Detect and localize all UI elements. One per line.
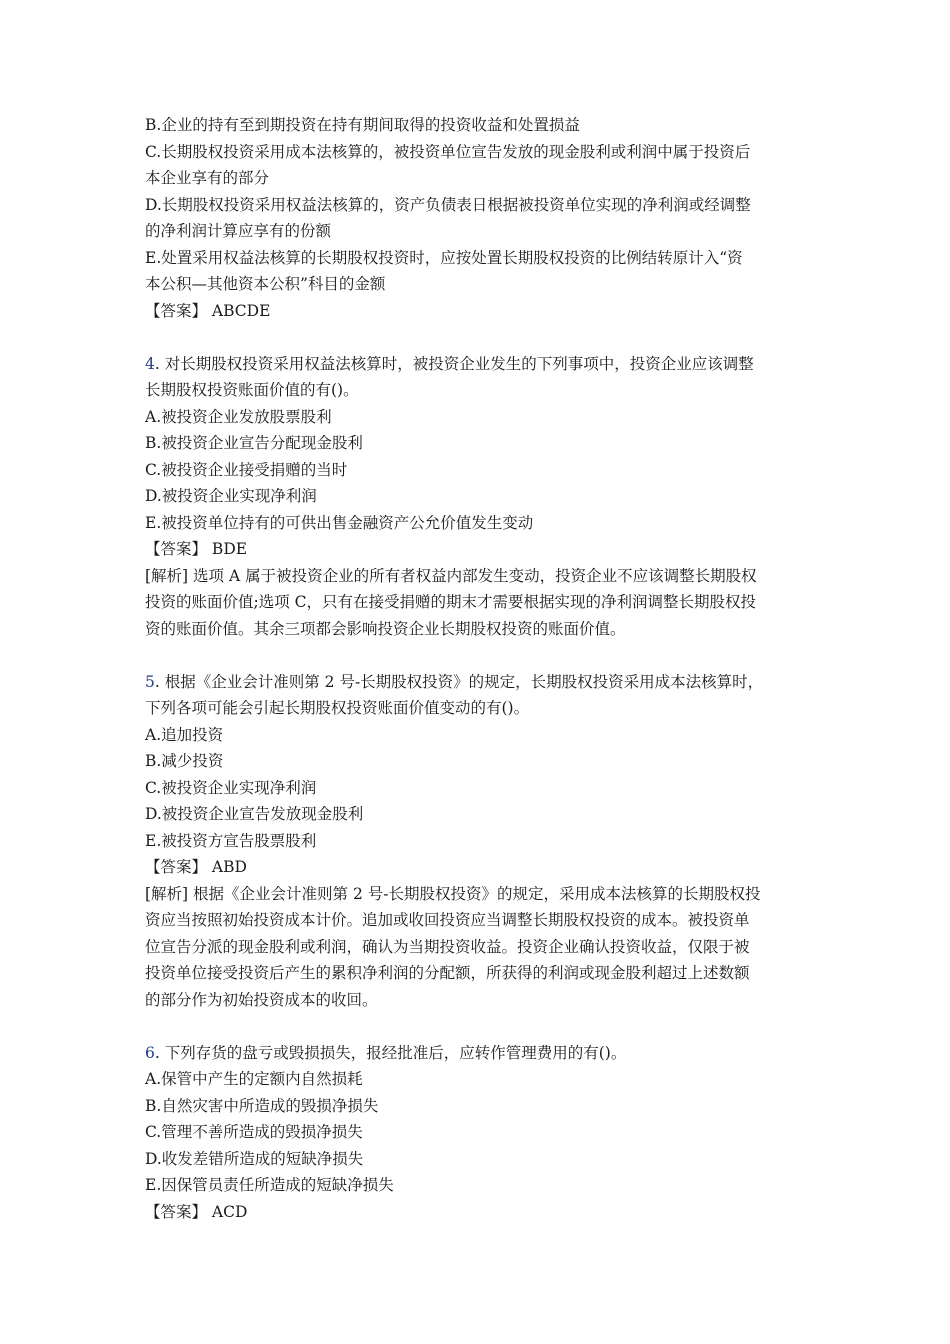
option-b: B.减少投资 — [145, 752, 224, 770]
analysis-line: 位宣告分派的现金股利或利润，确认为当期投资收益。投资企业确认投资收益，仅限于被 — [145, 937, 750, 956]
stem-text: . 下列存货的盘亏或毁损损失，报经批准后，应转作管理费用的有()。 — [154, 1043, 627, 1062]
question-stem — [145, 351, 815, 378]
stem-text: . 根据《企业会计准则第 2 号-长期股权投资》的规定，长期股权投资采用成本法核算时， — [154, 672, 764, 691]
question-6 — [145, 1040, 815, 1226]
question-stem-cont: 下列各项可能会引起长期股权投资账面价值变动的有()。 — [145, 699, 530, 717]
option-d: D.被投资企业实现净利润 — [145, 487, 317, 505]
page-content — [145, 112, 815, 1225]
question-number: 4 — [145, 354, 155, 373]
option-e: E.被投资方宣告股票股利 — [145, 831, 317, 850]
option-a: A.追加投资 — [145, 725, 224, 744]
stem-text: . 对长期股权投资采用权益法核算时，被投资企业发生的下列事项中，投资企业应该调整 — [154, 354, 754, 373]
answer-line: 【答案】 ABCDE — [145, 301, 271, 320]
option-a: A.保管中产生的定额内自然损耗 — [145, 1070, 363, 1088]
analysis-line: 的部分作为初始投资成本的收回。 — [145, 990, 378, 1009]
question-stem-cont: 长期股权投资账面价值的有()。 — [145, 381, 359, 399]
option-line: B.企业的持有至到期投资在持有期间取得的投资收益和处置损益 — [145, 116, 580, 134]
option-d: D.被投资企业宣告发放现金股利 — [145, 805, 364, 823]
question-number: 5 — [145, 672, 155, 691]
option-b: B.自然灾害中所造成的毁损净损失 — [145, 1096, 379, 1115]
question-stem — [145, 1040, 815, 1067]
answer-line: 【答案】 BDE — [145, 540, 248, 558]
answer-line: 【答案】 ABD — [145, 858, 247, 876]
question-5 — [145, 669, 815, 1014]
question-4 — [145, 351, 815, 643]
option-line: 本公积—其他资本公积”科目的金额 — [145, 275, 386, 293]
analysis-line: 投资的账面价值;选项 C，只有在接受捐赠的期末才需要根据实现的净利润调整长期股权投 — [145, 593, 757, 611]
option-c: C.管理不善所造成的毁损净损失 — [145, 1123, 363, 1141]
spacer — [145, 1013, 815, 1040]
option-c: C.被投资企业实现净利润 — [145, 778, 317, 797]
option-e: E.被投资单位持有的可供出售金融资产公允价值发生变动 — [145, 513, 534, 532]
option-d: D.收发差错所造成的短缺净损失 — [145, 1149, 364, 1168]
analysis-line: [解析] 根据《企业会计准则第 2 号-长期股权投资》的规定，采用成本法核算的长期股权投 — [145, 884, 761, 903]
option-line: D.长期股权投资采用权益法核算的，资产负债表日根据被投资单位实现的净利润或经调整 — [145, 195, 751, 214]
option-line: 的净利润计算应享有的份额 — [145, 222, 332, 240]
analysis-line: 资的账面价值。其余三项都会影响投资企业长期股权投资的账面价值。 — [145, 619, 626, 638]
option-c: C.被投资企业接受捐赠的当时 — [145, 460, 348, 479]
option-e: E.因保管员责任所造成的短缺净损失 — [145, 1176, 394, 1194]
option-line: 本企业享有的部分 — [145, 169, 270, 187]
answer-line: 【答案】 ACD — [145, 1202, 248, 1221]
option-line: E.处置采用权益法核算的长期股权投资时，应按处置长期股权投资的比例结转原计入“资 — [145, 248, 743, 267]
analysis-line: [解析] 选项 A 属于被投资企业的所有者权益内部发生变动，投资企业不应该调整长期股权 — [145, 566, 757, 585]
spacer — [145, 324, 815, 351]
spacer — [145, 642, 815, 669]
question-stem — [145, 669, 815, 696]
option-a: A.被投资企业发放股票股利 — [145, 407, 332, 426]
option-b: B.被投资企业宣告分配现金股利 — [145, 434, 363, 452]
analysis-line: 投资单位接受投资后产生的累积净利润的分配额，所获得的利润或现金股利超过上述数额 — [145, 964, 750, 982]
option-line: C.长期股权投资采用成本法核算的，被投资单位宣告发放的现金股利或利润中属于投资后 — [145, 142, 751, 161]
question-number: 6 — [145, 1043, 155, 1062]
question-3-tail — [145, 112, 815, 324]
analysis-line: 资应当按照初始投资成本计价。追加或收回投资应当调整长期股权投资的成本。被投资单 — [145, 911, 750, 929]
